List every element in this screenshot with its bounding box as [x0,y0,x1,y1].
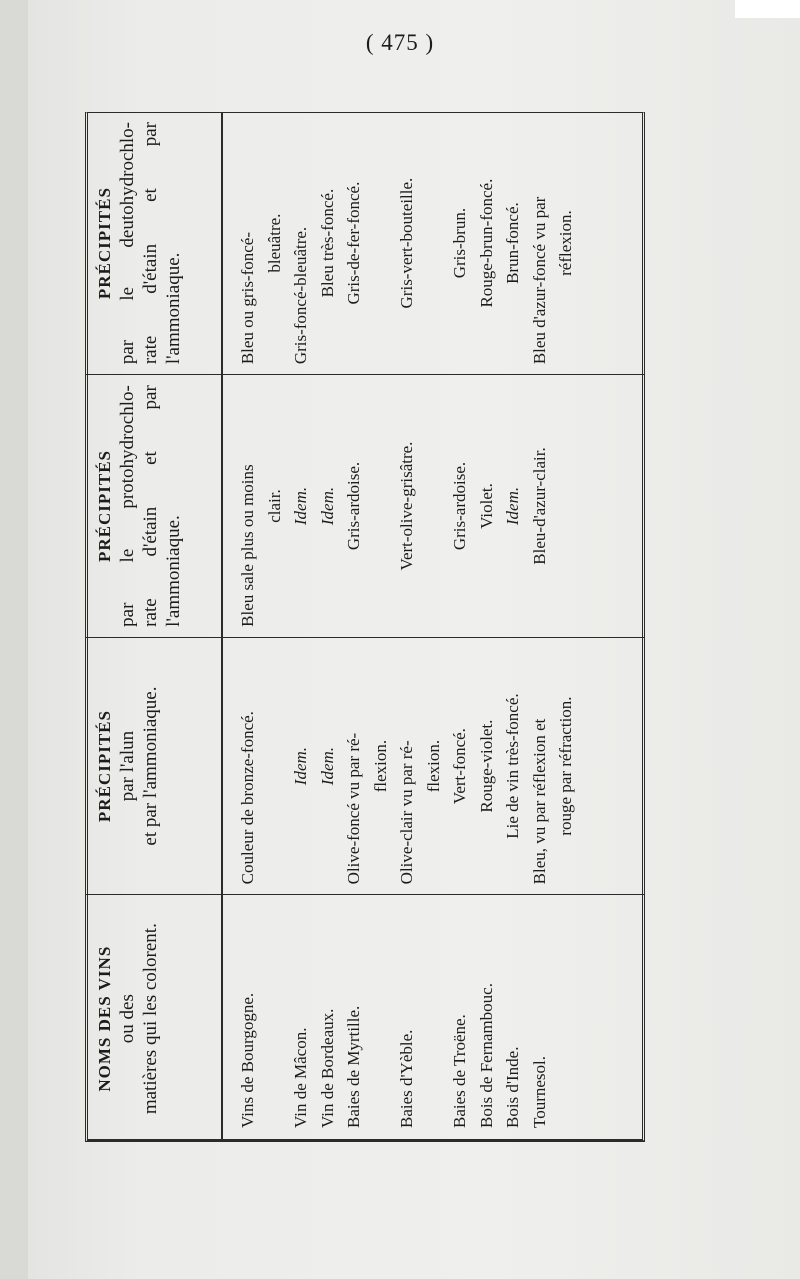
deuto-line: Bleu très-foncé. [317,188,337,298]
proto-line: Gris-ardoise. [344,461,363,551]
header-alun-line2: par l'alun [117,730,138,802]
header-noms-line2: ou des [117,994,138,1044]
header-proto-line4: l'ammoniaque. [163,515,184,627]
alun-line: Lie de vin très-foncé. [503,693,522,839]
header-proto-title: PRÉCIPITÉS [95,449,114,563]
header-deuto-title: PRÉCIPITÉS [95,187,114,300]
header-noms-line3: matières qui les colorent. [140,923,161,1115]
alun-line: Couleur de bronze-foncé. [238,711,257,885]
proto-line: Idem. [317,486,337,526]
alun-line: Olive-foncé vu par ré- [344,732,363,885]
proto-line: Gris-ardoise. [450,461,469,551]
table-frame [85,112,645,1142]
deuto-line: Bleu ou gris-foncé- [238,231,257,365]
proto-line: Bleu sale plus ou moins [238,464,257,627]
proto-line: clair. [264,489,284,523]
proto-line: Vert-olive-grisâtre. [397,441,416,571]
deuto-line: réflexion. [556,210,575,276]
rotated-table [85,112,645,1142]
deuto-line: Bleu d'azur-foncé vu par [529,196,549,365]
alun-line: flexion. [423,739,443,793]
page-number: ( 475 ) [365,30,435,55]
page-edge-strip [735,0,800,18]
name-line: Tournesol. [529,1056,549,1128]
proto-line: Idem. [291,486,310,526]
deuto-line: Gris-foncé-bleuâtre. [291,226,310,365]
alun-line: Bleu, vu par réflexion et [529,718,549,885]
alun-line: Vert-foncé. [450,728,469,805]
name-line: Vin de Bordeaux. [317,1008,337,1128]
proto-line: Bleu-d'azur-clair. [529,447,549,565]
header-noms-title: NOMS DES VINS [95,945,114,1092]
alun-line: rouge par réfraction. [556,696,575,836]
deuto-line: Rouge-brun-foncé. [476,178,496,308]
name-line: Baies d'Yèble. [397,1029,416,1128]
name-line: Vin de Mâcon. [291,1027,310,1128]
deuto-line: Gris-vert-bouteille. [397,177,416,309]
deuto-line: Brun-foncé. [503,202,522,284]
deuto-line: Gris-de-fer-foncé. [344,181,363,305]
proto-line: Violet. [476,483,496,529]
header-deuto-line3: rate d'étain et par [140,122,161,365]
header-proto-line3: rate d'étain et par [140,385,161,627]
header-alun-line3: et par l'ammoniaque. [140,686,161,846]
proto-line: Idem. [503,486,522,526]
header-alun-title: PRÉCIPITÉS [95,710,114,823]
deuto-line: Gris-brun. [450,207,469,279]
name-line: Vins de Bourgogne. [238,992,257,1128]
header-deuto-line2: par le deutohydrochlo- [117,122,138,365]
header-proto-line2: par le protohydrochlo- [117,385,138,627]
alun-line: Idem. [291,746,310,786]
name-line: Bois d'Inde. [503,1046,522,1128]
alun-line: Idem. [317,746,337,786]
alun-line: Rouge-violet. [476,719,496,813]
deuto-line: bleuâtre. [264,213,284,273]
name-line: Baies de Myrtille. [344,1005,363,1128]
name-line: Bois de Fernambouc. [476,983,496,1128]
alun-line: flexion. [370,739,390,793]
alun-line: Olive-clair vu par ré- [397,740,416,885]
header-deuto-line4: l'ammoniaque. [163,252,184,365]
name-line: Baies de Troëne. [450,1014,469,1128]
